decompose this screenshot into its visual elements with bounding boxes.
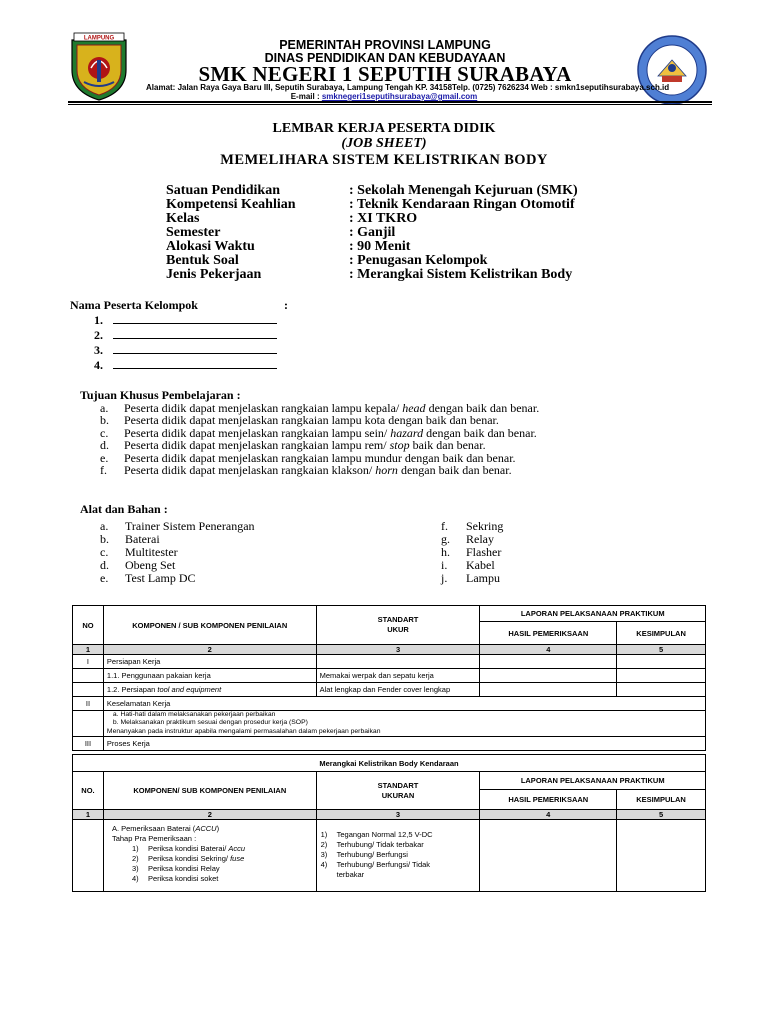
t2-row-A-std [316, 820, 480, 892]
t1-header-kesimpulan: KESIMPULAN [617, 622, 706, 645]
tools-heading: Alat dan Bahan : [80, 502, 168, 516]
info-key: Jenis Pekerjaan [166, 267, 262, 282]
assessment-table-1 [72, 605, 706, 751]
member-name-blank[interactable] [113, 313, 277, 324]
objective-text-post: dengan baik dan benar. [425, 401, 540, 415]
tool-item [441, 572, 503, 585]
info-row [166, 198, 578, 212]
info-row [166, 226, 578, 240]
t2-std-number: 1) [320, 830, 328, 839]
t2-header-no: NO. [73, 772, 104, 810]
t2-step-number: 1) [131, 844, 139, 853]
objective-marker: b. [100, 413, 109, 428]
t2-col-num-3: 3 [316, 810, 480, 820]
tool-marker: i. [441, 558, 448, 572]
tool-item [100, 546, 255, 559]
t2-header-standart-text: STANDART UKURAN [377, 780, 419, 800]
t1-row-11-hasil[interactable] [480, 669, 617, 683]
info-key: Alokasi Waktu [166, 239, 255, 254]
tool-marker: c. [100, 545, 109, 559]
member-name-blank[interactable] [113, 343, 277, 354]
t2-step-number: 2) [131, 854, 139, 863]
document-subtitle: (JOB SHEET) [341, 136, 427, 151]
t2-title: Merangkai Kelistrikan Body Kendaraan [73, 755, 706, 772]
tool-marker: g. [441, 532, 450, 546]
t1-row-II-no: II [73, 697, 104, 711]
t2-std-text: terbakar [336, 870, 365, 879]
t1-row-11-text: 1.1. Penggunaan pakaian kerja [103, 669, 316, 683]
t2-std-item [321, 860, 477, 870]
objective-marker: d. [100, 438, 109, 453]
t2-std-item [321, 830, 477, 840]
tool-item [100, 572, 255, 585]
t1-row-II-item-b: b. Melaksanakan praktikum sesuai dengan prosedur kerja (SOP) [112, 719, 308, 726]
tool-name: Obeng Set [125, 558, 176, 572]
tool-marker: d. [100, 558, 109, 572]
t1-row-12-text-pre: 1.2. Persiapan [106, 685, 158, 694]
objective-item [100, 464, 539, 476]
t1-col-num-3: 3 [316, 645, 480, 655]
t2-row-A-heading-italic: ACCU [195, 824, 217, 833]
info-key: Bentuk Soal [166, 253, 239, 268]
t1-row-II-detail-no [73, 711, 104, 737]
t2-step-text: Periksa kondisi soket [147, 874, 219, 883]
t1-row-I-kesimpulan[interactable] [617, 655, 706, 669]
t2-std-text: Terhubung/ Berfungsi/ Tidak [336, 860, 431, 869]
t2-col-num-2: 2 [103, 810, 316, 820]
t2-header-hasil: HASIL PEMERIKSAAN [480, 790, 617, 810]
info-value: : Sekolah Menengah Kejuruan (SMK) [349, 183, 578, 198]
email-link[interactable]: smknegeri1seputihsurabaya@gmail.com [321, 92, 478, 101]
objectives-heading: Tujuan Khusus Pembelajaran : [80, 388, 241, 402]
t1-row-I-std [316, 655, 480, 669]
tool-marker: h. [441, 545, 450, 559]
t2-std-number: 2) [320, 840, 328, 849]
member-number: 4. [94, 358, 103, 372]
school-email-line [0, 92, 768, 101]
t2-step-number: 4) [131, 874, 139, 883]
t2-step-text-italic: fuse [230, 854, 245, 863]
objective-text: Peserta didik dapat menjelaskan rangkaian lampu kota dengan baik dan benar. [124, 413, 499, 428]
tool-name: Trainer Sistem Penerangan [125, 519, 255, 533]
member-row [94, 313, 277, 328]
t2-std-item [321, 870, 477, 880]
info-key: Kompetensi Keahlian [166, 197, 296, 212]
t1-col-num-4: 4 [480, 645, 617, 655]
info-row [166, 254, 578, 268]
t2-header-komponen: KOMPONEN/ SUB KOMPONEN PENILAIAN [103, 772, 316, 810]
t1-row-I-text: Persiapan Kerja [103, 655, 316, 669]
school-address: Alamat: Jalan Raya Gaya Baru III, Seputih Surabaya, Lampung Tengah KP. 34158Telp. (0725) 7626234 Web : smkn1seputihsurabaya.sch.id [146, 83, 670, 92]
t2-step-text-italic: Accu [228, 844, 246, 853]
objective-marker: a. [100, 401, 109, 415]
t1-header-hasil: HASIL PEMERIKSAAN [480, 622, 617, 645]
tool-marker: j. [441, 571, 448, 585]
tool-name: Multitester [125, 545, 178, 559]
t2-col-num-1: 1 [73, 810, 104, 820]
info-value: : Ganjil [349, 225, 396, 240]
email-label: E-mail : [290, 92, 320, 101]
t2-header-kesimpulan: KESIMPULAN [617, 790, 706, 810]
t2-std-number: 4) [320, 860, 328, 869]
t1-row-12-std: Alat lengkap dan Fender cover lengkap [316, 683, 480, 697]
objective-marker: c. [100, 425, 109, 440]
objective-marker: e. [100, 450, 109, 465]
t1-row-12-kesimpulan[interactable] [617, 683, 706, 697]
identity-block [166, 184, 578, 282]
objective-marker: f. [100, 462, 107, 477]
info-key: Satuan Pendidikan [166, 183, 280, 198]
t1-col-num-2: 2 [103, 645, 316, 655]
letterhead-line-2: DINAS PENDIDIKAN DAN KEBUDAYAAN [264, 51, 506, 65]
assessment-table-2 [72, 754, 706, 892]
objective-text: Peserta didik dapat menjelaskan rangkaian lampu sein/ [124, 425, 391, 440]
t1-row-II-text: Keselamatan Kerja [103, 697, 705, 711]
objectives-list [100, 402, 539, 476]
info-value: : Teknik Kendaraan Ringan Otomotif [349, 197, 575, 212]
t1-header-komponen: KOMPONEN / SUB KOMPONEN PENILAIAN [103, 606, 316, 645]
objective-text-italic: horn [375, 462, 398, 477]
t1-row-II-item-a: a. Hati-hati dalam melaksanakan pekerjaan perbaikan [112, 711, 276, 718]
tool-name: Relay [466, 532, 494, 546]
objective-text: Peserta didik dapat menjelaskan rangkaian lampu rem/ [124, 438, 390, 453]
t1-header-standart [316, 606, 480, 645]
t2-row-A-heading-pre: A. Pemeriksaan Baterai ( [111, 824, 196, 833]
tool-name: Flasher [466, 545, 502, 559]
member-row [94, 358, 277, 373]
t2-std-item [321, 840, 477, 850]
t2-row-A-steps [112, 844, 313, 884]
t1-row-12-hasil[interactable] [480, 683, 617, 697]
objective-text-post: dengan baik dan benar. [423, 425, 537, 440]
t2-row-A-heading-post: ) [216, 824, 220, 833]
group-label-colon: : [284, 298, 288, 312]
t2-step-text: Periksa kondisi Sekring/ [147, 854, 231, 863]
t2-row-A-heading [112, 824, 313, 834]
info-value: : XI TKRO [349, 211, 418, 226]
t1-header-laporan: LAPORAN PELAKSANAAN PRAKTIKUM [480, 606, 706, 622]
tools-list-right [441, 520, 503, 585]
t1-row-11-kesimpulan[interactable] [617, 669, 706, 683]
tool-name: Sekring [466, 519, 504, 533]
letterhead-line-1: PEMERINTAH PROVINSI LAMPUNG [279, 38, 491, 52]
t2-step-item [132, 864, 313, 874]
t2-step-item [132, 854, 313, 864]
objective-text-italic: hazard [390, 425, 424, 440]
objective-text-italic: stop [389, 438, 410, 453]
objective-text-post: dengan baik dan benar. [397, 462, 512, 477]
info-key: Semester [166, 225, 221, 240]
group-members-label [70, 298, 288, 313]
objective-text-italic: head [402, 401, 426, 415]
tool-name: Lampu [466, 571, 500, 585]
t1-col-num-5: 5 [617, 645, 706, 655]
member-name-blank[interactable] [113, 328, 277, 339]
svg-text:LAMPUNG: LAMPUNG [83, 35, 115, 42]
t2-step-item [132, 874, 313, 884]
member-number: 2. [94, 328, 103, 342]
t2-row-A-no [73, 820, 104, 892]
info-value: : Merangkai Sistem Kelistrikan Body [349, 267, 573, 282]
t1-header-standart-text: STANDART UKUR [377, 615, 419, 634]
t1-col-num-1: 1 [73, 645, 104, 655]
t1-row-12-text [103, 683, 316, 697]
tool-marker: f. [441, 519, 448, 533]
t1-row-III-no: III [73, 737, 104, 751]
info-row [166, 212, 578, 226]
t1-row-12-no [73, 683, 104, 697]
tool-item [100, 520, 255, 533]
info-value: : Penugasan Kelompok [349, 253, 488, 268]
t2-col-num-4: 4 [480, 810, 617, 820]
tools-list-left [100, 520, 255, 585]
t2-step-text: Periksa kondisi Baterai/ [147, 844, 229, 853]
t2-std-number: 3) [320, 850, 328, 859]
t2-step-item [132, 844, 313, 854]
t1-row-III-text: Proses Kerja [103, 737, 705, 751]
member-number: 1. [94, 313, 103, 327]
t1-row-11-std: Memakai werpak dan sepatu kerja [316, 669, 480, 683]
tool-marker: e. [100, 571, 109, 585]
info-row [166, 184, 578, 198]
member-row [94, 343, 277, 358]
info-value: : 90 Menit [349, 239, 411, 254]
group-label-text: Nama Peserta Kelompok [70, 298, 198, 312]
t2-header-standart [316, 772, 480, 810]
t2-std-item [321, 850, 477, 860]
group-members-list [94, 313, 277, 373]
tool-name: Baterai [125, 532, 160, 546]
header-divider-thick [68, 101, 712, 103]
t1-header-no: NO [73, 606, 104, 645]
t2-std-text: Terhubung/ Berfungsi [336, 850, 408, 859]
objective-text: Peserta didik dapat menjelaskan rangkaian lampu kepala/ [124, 401, 403, 415]
t2-std-text: Tegangan Normal 12,5 V-DC [336, 830, 433, 839]
t2-step-number: 3) [131, 864, 139, 873]
t2-row-A-kesimpulan[interactable] [617, 820, 706, 892]
t1-row-12-text-italic: tool and equipment [157, 685, 222, 694]
t2-row-A-hasil[interactable] [480, 820, 617, 892]
t2-col-num-5: 5 [617, 810, 706, 820]
info-row [166, 268, 578, 282]
t2-header-laporan: LAPORAN PELAKSANAAN PRAKTIKUM [480, 772, 706, 790]
objective-text: Peserta didik dapat menjelaskan rangkaian klakson/ [124, 462, 376, 477]
t2-row-A-text [103, 820, 316, 892]
objective-text: Peserta didik dapat menjelaskan rangkaian lampu mundur dengan baik dan benar. [124, 450, 516, 465]
document-title: LEMBAR KERJA PESERTA DIDIK [272, 121, 496, 136]
member-row [94, 328, 277, 343]
tool-name: Test Lamp DC [125, 571, 196, 585]
document-topic: MEMELIHARA SISTEM KELISTRIKAN BODY [220, 152, 548, 168]
header-divider-thin [68, 104, 712, 105]
t2-step-text: Periksa kondisi Relay [147, 864, 220, 873]
member-name-blank[interactable] [113, 358, 277, 369]
info-key: Kelas [166, 211, 200, 226]
objective-text-post: baik dan benar. [409, 438, 486, 453]
tool-name: Kabel [466, 558, 495, 572]
t1-row-I-hasil[interactable] [480, 655, 617, 669]
tool-marker: a. [100, 519, 109, 533]
t1-row-II-item-c: Menanyakan pada instruktur apabila mengalami permasalahan dalam pekerjaan perbaikan [106, 728, 381, 735]
info-row [166, 240, 578, 254]
t1-row-I-no: I [73, 655, 104, 669]
member-number: 3. [94, 343, 103, 357]
t2-row-A-tahap: Tahap Pra Pemeriksaan : [111, 834, 197, 843]
t2-std-text: Terhubung/ Tidak terbakar [336, 840, 424, 849]
t1-row-II-detail [103, 711, 705, 737]
t1-row-11-no [73, 669, 104, 683]
tool-marker: b. [100, 532, 109, 546]
school-name: SMK NEGERI 1 SEPUTIH SURABAYA [198, 62, 572, 86]
